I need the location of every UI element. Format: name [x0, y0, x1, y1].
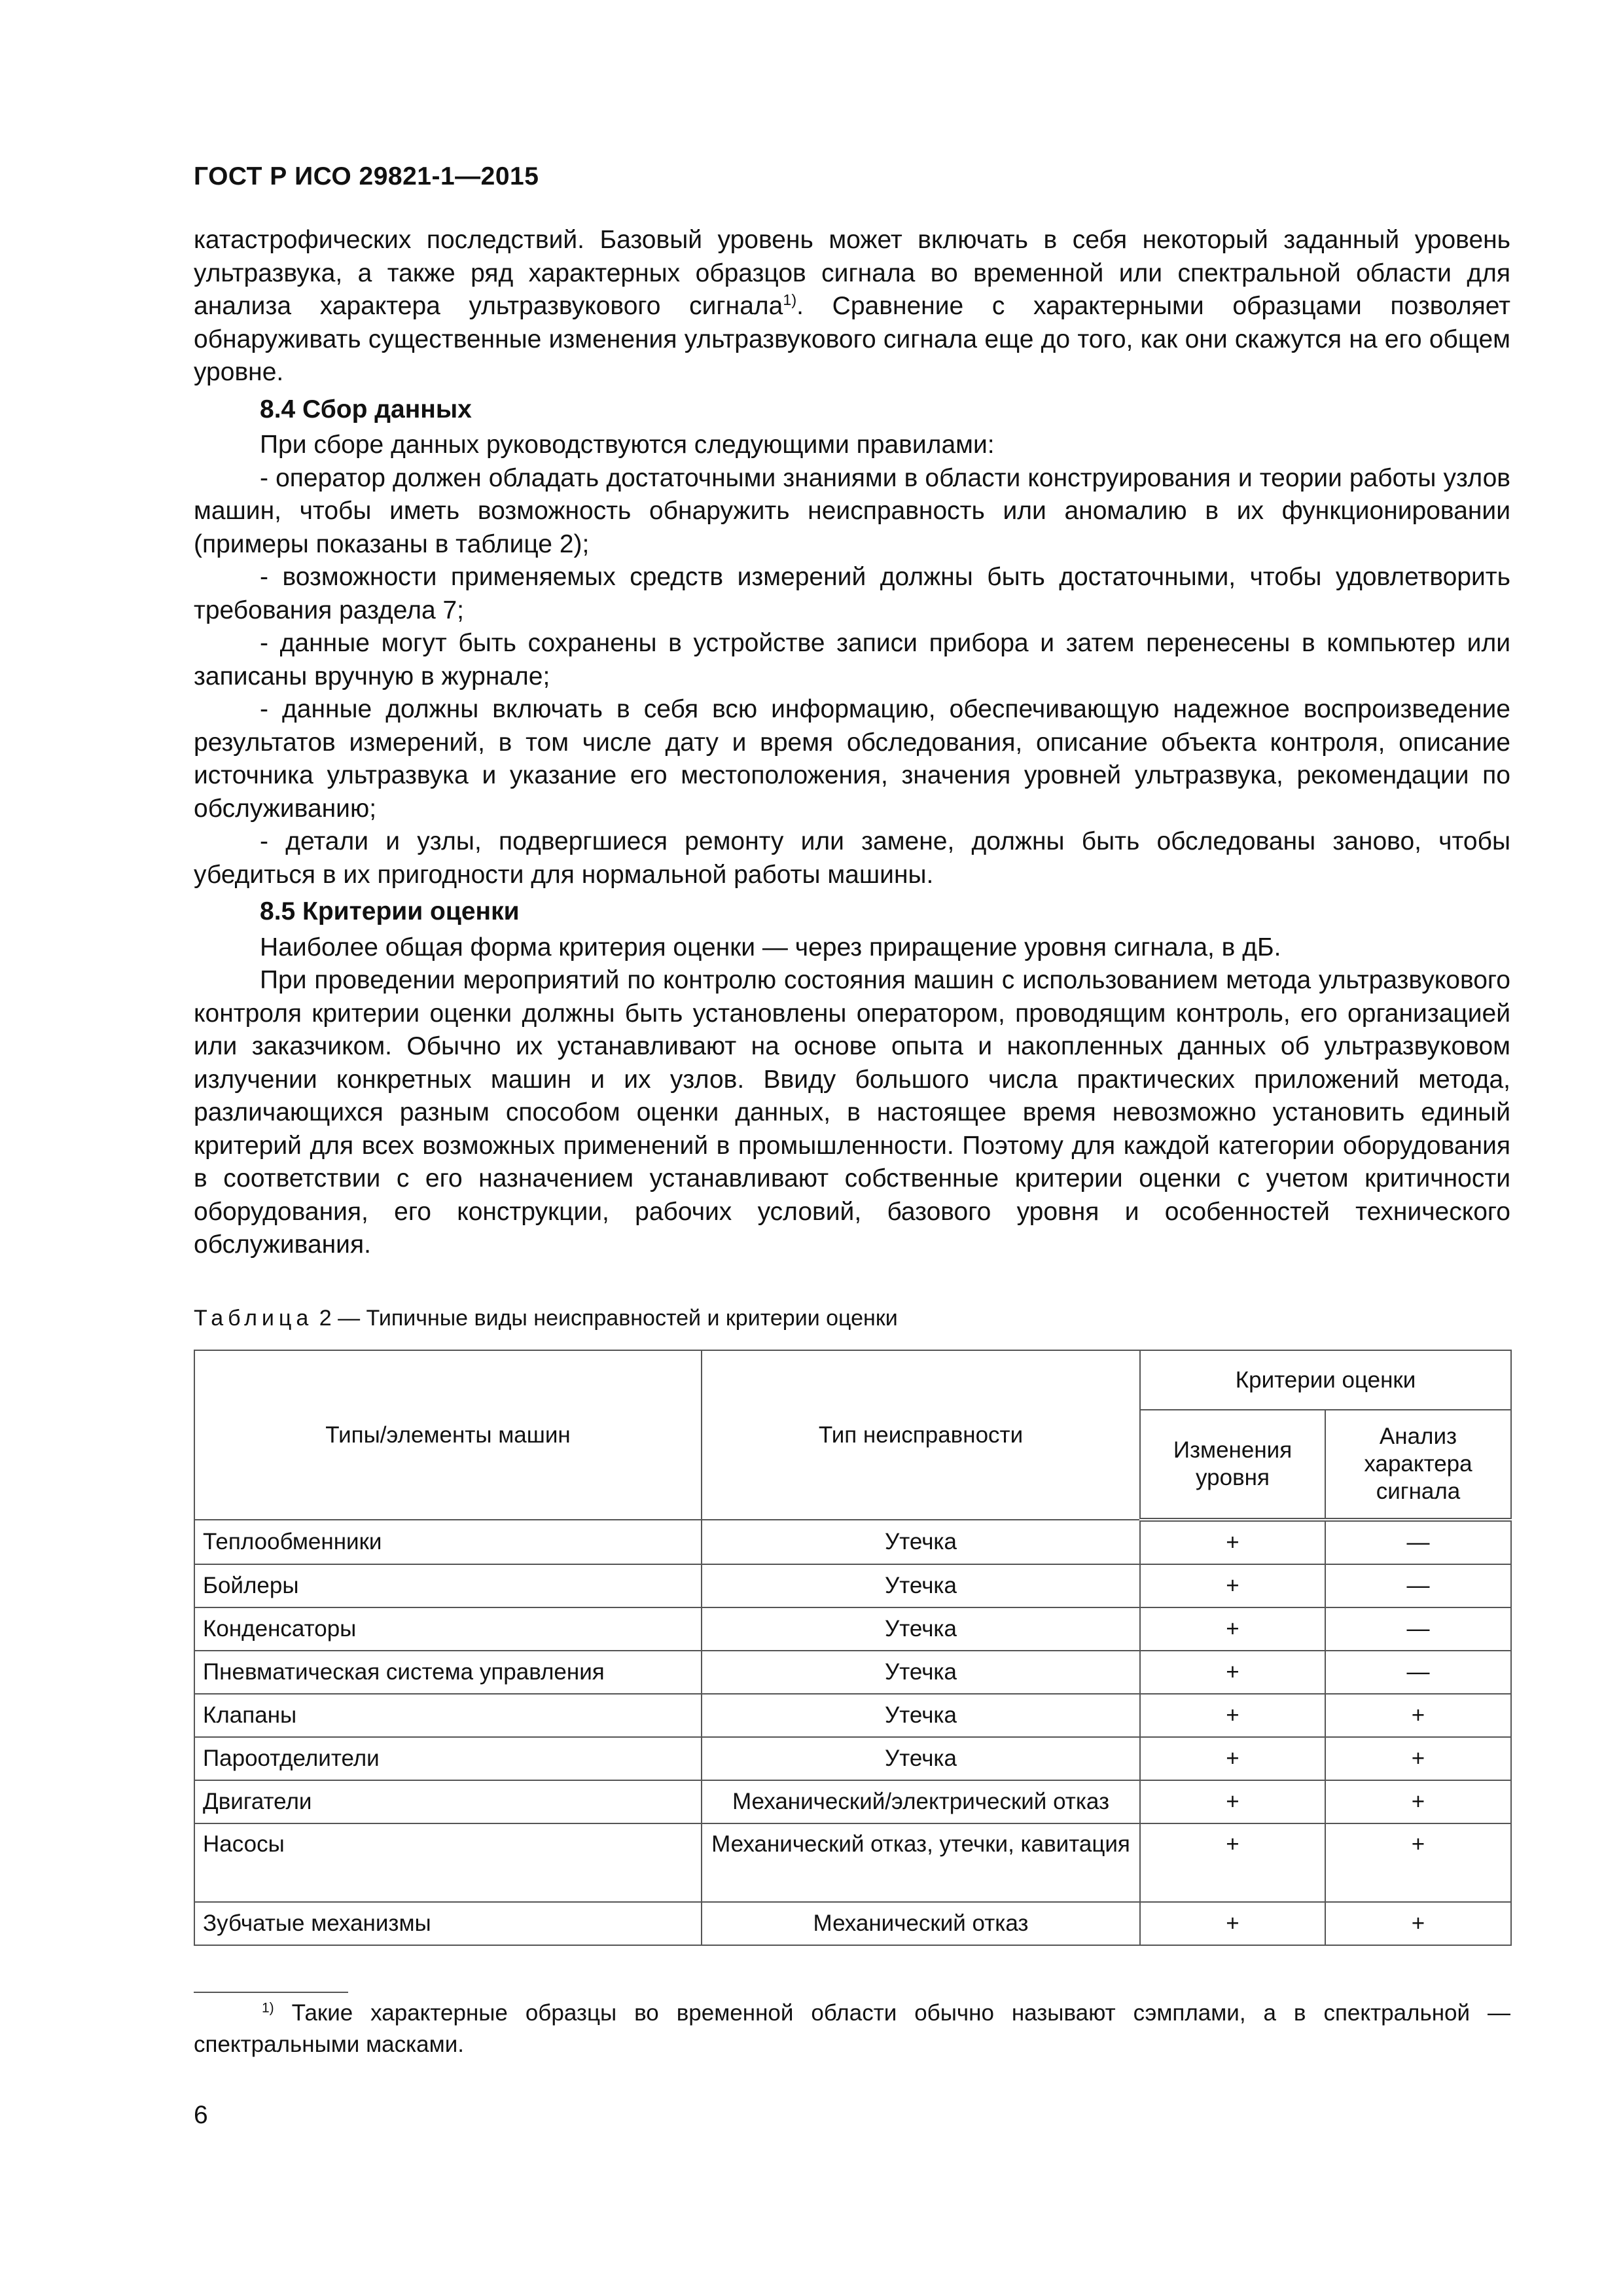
- cell-fault: Утечка: [702, 1651, 1140, 1694]
- cell-machine: Бойлеры: [194, 1564, 702, 1607]
- cell-level: +: [1140, 1902, 1325, 1945]
- table-row: [194, 1737, 1511, 1780]
- cell-level: +: [1140, 1520, 1325, 1564]
- footnote-reference[interactable]: 1): [783, 291, 797, 308]
- cell-signal: +: [1325, 1902, 1511, 1945]
- cell-fault: Утечка: [702, 1737, 1140, 1780]
- section-heading-8-5: 8.5 Критерии оценки: [260, 897, 520, 925]
- cell-signal: —: [1325, 1564, 1511, 1607]
- cell-machine: Пароотделители: [194, 1737, 702, 1780]
- cell-signal: +: [1325, 1737, 1511, 1780]
- column-header-signal: Анализ характера сигнала: [1325, 1410, 1511, 1520]
- table-row: [194, 1564, 1511, 1607]
- column-group-header-criteria: Критерии оценки: [1140, 1350, 1511, 1410]
- list-item: - данные должны включать в себя всю информацию, обеспечивающую надежное воспроизведение результатов измерений, в том числе дату и время обследования, описание объекта контроля, описание источника ультразвука и указание его местоположения, значения уровней ультразвука, рекомендации по обслуживанию;: [194, 695, 1510, 823]
- cell-fault: Утечка: [702, 1607, 1140, 1651]
- cell-signal: +: [1325, 1780, 1511, 1823]
- table-caption: [194, 1304, 898, 1333]
- cell-machine: Зубчатые механизмы: [194, 1902, 702, 1945]
- table-row: [194, 1651, 1511, 1694]
- section-8-5-paragraph: Наиболее общая форма критерия оценки — через приращение уровня сигнала, в дБ.: [260, 933, 1281, 961]
- column-header-level: Изменения уровня: [1140, 1410, 1325, 1520]
- cell-fault: Утечка: [702, 1564, 1140, 1607]
- table-caption-label: Таблица: [194, 1306, 313, 1331]
- footnote-divider: [194, 1992, 348, 1993]
- cell-machine: Пневматическая система управления: [194, 1651, 702, 1694]
- cell-level: +: [1140, 1607, 1325, 1651]
- paragraph-continuation: [194, 224, 1510, 389]
- cell-fault: Утечка: [702, 1520, 1140, 1564]
- cell-signal: —: [1325, 1520, 1511, 1564]
- column-header-fault: Тип неисправности: [702, 1350, 1140, 1520]
- cell-level: +: [1140, 1564, 1325, 1607]
- list-item: - детали и узлы, подвергшиеся ремонту или замене, должны быть обследованы заново, чтобы убедиться в их пригодности для нормальной работы машины.: [194, 827, 1510, 889]
- table-row: [194, 1520, 1511, 1564]
- table-caption-title: 2 — Типичные виды неисправностей и критерии оценки: [313, 1306, 898, 1331]
- body-text: [194, 224, 1510, 1262]
- cell-signal: +: [1325, 1694, 1511, 1737]
- cell-fault: Механический отказ, утечки, кавитация: [702, 1823, 1140, 1902]
- list-item: - данные могут быть сохранены в устройстве записи прибора и затем перенесены в компьютер или записаны вручную в журнале;: [194, 629, 1510, 691]
- section-8-4-intro: При сборе данных руководствуются следующими правилами:: [260, 431, 995, 459]
- table-row: [194, 1607, 1511, 1651]
- table-row: [194, 1694, 1511, 1737]
- faults-criteria-table: [194, 1350, 1512, 1946]
- footnote-marker: 1): [262, 2000, 274, 2016]
- section-8-5-paragraph: При проведении мероприятий по контролю состояния машин с использованием метода ультразвукового контроля критерии оценки должны быть установлены оператором, проводящим контроль, его организацией или заказчиком. Обычно их устанавливают на основе опыта и накопленных данных об ультразвуковом излучении конкретных машин и их узлов. Ввиду большого числа практических приложений метода, различающихся разным способом оценки данных, в настоящее время невозможно установить единый критерий для всех возможных применений в промышленности. Поэтому для каждой категории оборудования в соответствии с его назначением устанавливают собственные критерии оценки с учетом критичности оборудования, его конструкции, рабочих условий, базового уровня и особенностей технического обслуживания.: [194, 966, 1510, 1259]
- footnote-text: Такие характерные образцы во временной области обычно называют сэмплами, а в спектральной — спектральными масками.: [194, 2000, 1510, 2057]
- cell-level: +: [1140, 1694, 1325, 1737]
- paragraph-text-tail: . Сравнение с характерными образцами позволяет обнаруживать существенные изменения ультразвукового сигнала еще до того, как они скажутся на его общем уровне.: [194, 292, 1510, 386]
- cell-signal: —: [1325, 1607, 1511, 1651]
- paragraph-text: катастрофических последствий. Базовый уровень может включать в себя некоторый заданный уровень ультразвука, а также ряд характерных образцов сигнала во временной или спектральной области для анализа характера ультразвукового сигнала: [194, 226, 1510, 320]
- document-header: ГОСТ Р ИСО 29821-1—2015: [194, 162, 539, 190]
- cell-fault: Механический отказ: [702, 1902, 1140, 1945]
- cell-level: +: [1140, 1823, 1325, 1902]
- cell-signal: —: [1325, 1651, 1511, 1694]
- cell-machine: Клапаны: [194, 1694, 702, 1737]
- cell-signal: +: [1325, 1823, 1511, 1902]
- cell-fault: Утечка: [702, 1694, 1140, 1737]
- section-heading-8-4: 8.4 Сбор данных: [260, 395, 472, 423]
- list-item: - возможности применяемых средств измерений должны быть достаточными, чтобы удовлетворить требования раздела 7;: [194, 563, 1510, 624]
- table-row: [194, 1902, 1511, 1945]
- cell-level: +: [1140, 1651, 1325, 1694]
- column-header-machine: Типы/элементы машин: [194, 1350, 702, 1520]
- cell-machine: Теплообменники: [194, 1520, 702, 1564]
- cell-level: +: [1140, 1737, 1325, 1780]
- cell-fault: Механический/электрический отказ: [702, 1780, 1140, 1823]
- cell-level: +: [1140, 1780, 1325, 1823]
- footnote: [194, 1998, 1510, 2060]
- cell-machine: Насосы: [194, 1823, 702, 1902]
- list-item: - оператор должен обладать достаточными знаниями в области конструирования и теории работы узлов машин, чтобы иметь возможность обнаружить неисправность или аномалию в их функционировании (примеры показаны в таблице 2);: [194, 463, 1510, 558]
- table-row: [194, 1823, 1511, 1902]
- table-row: [194, 1780, 1511, 1823]
- page-number: 6: [194, 2101, 208, 2129]
- cell-machine: Двигатели: [194, 1780, 702, 1823]
- cell-machine: Конденсаторы: [194, 1607, 702, 1651]
